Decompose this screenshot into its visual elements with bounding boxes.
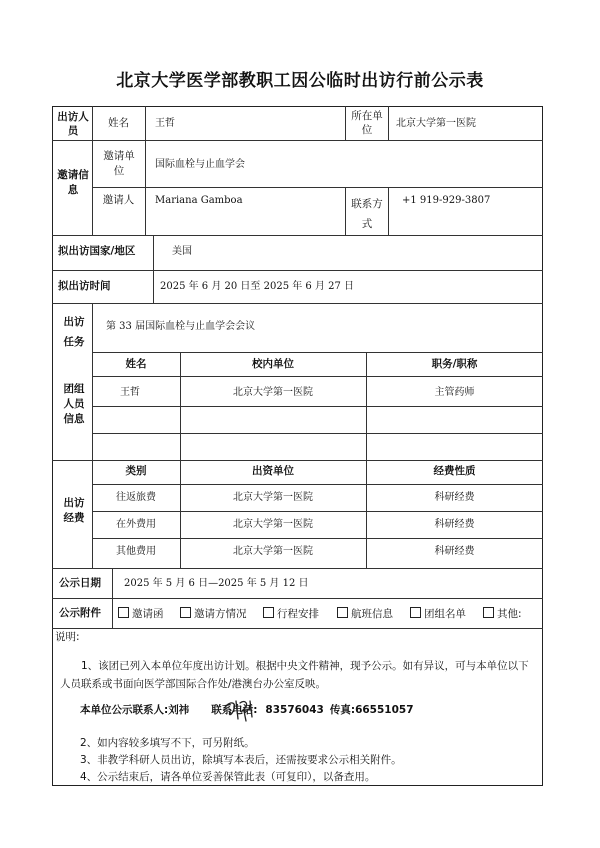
- row-divider: [52, 598, 543, 599]
- group-cell-title: 主管药师: [434, 387, 475, 398]
- checkbox-icon: [410, 607, 421, 618]
- contact-phone-label: 联系电话:: [211, 704, 258, 716]
- contact: +1 919-929-3807: [402, 195, 491, 206]
- invitation-section-label: 邀请信息: [57, 169, 89, 196]
- funding-cell-category: 在外费用: [116, 519, 156, 530]
- funding-cell-category: 往返旅费: [116, 492, 156, 503]
- row-divider: [92, 484, 543, 485]
- document-title: 北京大学医学部教职工因公临时出访行前公示表: [116, 71, 484, 91]
- handwritten-signature: [224, 697, 258, 723]
- funding-section-label: 出访经费: [63, 497, 85, 524]
- row-divider: [92, 538, 543, 539]
- col-divider: [145, 106, 146, 235]
- row-divider: [52, 235, 543, 236]
- attachments-label: 公示附件: [59, 607, 101, 619]
- group-cell-unit: 北京大学第一医院: [233, 387, 313, 398]
- group-cell-name: 王哲: [120, 387, 140, 398]
- funding-cell-payer: 北京大学第一医院: [233, 492, 313, 503]
- row-divider: [52, 270, 543, 271]
- col-divider: [180, 352, 181, 568]
- col-divider: [366, 352, 367, 568]
- row-divider: [92, 433, 543, 434]
- inviter-label: 邀请人: [102, 194, 135, 206]
- group-header-name: 姓名: [125, 358, 147, 370]
- row-divider: [92, 352, 543, 353]
- note-item-1: 1、该团已列入本单位年度出访计划。根据中央文件精神，现予公示。如有异议，可与本单位以下人员联系或书面向医学部国际合作处/港澳台办公室反映。: [60, 660, 529, 690]
- funding-cell-nature: 科研经费: [434, 519, 475, 530]
- group-header-title: 职务/职称: [431, 358, 478, 370]
- attachment-group-list[interactable]: 团组名单: [410, 607, 466, 621]
- funding-cell-category: 其他费用: [116, 546, 156, 557]
- contact-phone: 83576043: [265, 704, 324, 716]
- group-header-unit: 校内单位: [252, 358, 294, 370]
- visitor-name: 王哲: [155, 118, 175, 129]
- checkbox-icon: [483, 607, 494, 618]
- col-divider: [345, 187, 346, 235]
- row-divider: [92, 406, 543, 407]
- row-divider: [52, 460, 543, 461]
- checkbox-icon: [180, 607, 191, 618]
- inviter: Mariana Gamboa: [155, 195, 243, 206]
- inviting-unit: 国际血栓与止血学会: [155, 159, 245, 170]
- row-divider: [92, 376, 543, 377]
- group-section-label: 团组人员信息: [63, 383, 85, 425]
- col-divider: [388, 106, 389, 140]
- funding-cell-nature: 科研经费: [434, 492, 475, 503]
- funding-header-payer: 出资单位: [252, 465, 294, 477]
- note-item-3: 3、非教学科研人员出访，除填写本表后，还需按要求公示相关附件。: [80, 754, 402, 766]
- checkbox-icon: [337, 607, 348, 618]
- contact-fax: 66551057: [355, 704, 414, 716]
- attachment-flight-info[interactable]: 航班信息: [337, 607, 393, 621]
- note-item-4: 4、公示结束后，请各单位妥善保管此表（可复印），以备查用。: [80, 771, 376, 783]
- time-label: 拟出访时间: [58, 280, 111, 292]
- row-divider: [92, 187, 543, 188]
- funding-cell-nature: 科研经费: [434, 546, 475, 557]
- col-divider: [112, 568, 113, 628]
- contact-label: 联系方式: [351, 198, 383, 230]
- task-label: 出访任务: [63, 316, 85, 348]
- funding-cell-payer: 北京大学第一医院: [233, 546, 313, 557]
- attachment-other[interactable]: 其他:: [483, 607, 522, 621]
- funding-header-nature: 经费性质: [433, 465, 476, 477]
- attachment-inviter-info[interactable]: 邀请方情况: [180, 607, 247, 621]
- funding-header-category: 类别: [125, 465, 147, 477]
- funding-cell-payer: 北京大学第一医院: [233, 519, 313, 530]
- col-divider: [345, 106, 346, 140]
- country-value: 美国: [172, 246, 192, 257]
- notice-date-label: 公示日期: [59, 577, 101, 589]
- name-label: 姓名: [108, 117, 129, 129]
- note-item-2: 2、如内容较多填写不下，可另附纸。: [80, 737, 255, 749]
- col-divider: [388, 187, 389, 235]
- country-label: 拟出访国家/地区: [58, 245, 136, 257]
- row-divider: [92, 511, 543, 512]
- checkbox-icon: [263, 607, 274, 618]
- checkbox-icon: [118, 607, 129, 618]
- visitor-section-label: 出访人员: [57, 111, 89, 137]
- attachment-itinerary[interactable]: 行程安排: [263, 607, 319, 621]
- row-divider: [52, 140, 543, 141]
- col-divider: [153, 235, 154, 303]
- row-divider: [52, 303, 543, 304]
- time-value: 2025 年 6 月 20 日至 2025 年 6 月 27 日: [160, 281, 355, 292]
- contact-person-label: 本单位公示联系人:: [80, 704, 169, 716]
- task-value: 第 33 届国际血栓与止血学会会议: [106, 321, 256, 332]
- contact-fax-label: 传真:: [329, 704, 356, 716]
- inviting-unit-label: 邀请单位: [103, 150, 135, 177]
- attachment-invitation-letter[interactable]: 邀请函: [118, 607, 164, 621]
- unit-label: 所在单位: [351, 110, 383, 136]
- notice-date-value: 2025 年 5 月 6 日—2025 年 5 月 12 日: [124, 578, 309, 589]
- notes-heading: 说明:: [55, 631, 80, 643]
- row-divider: [52, 568, 543, 569]
- visitor-unit: 北京大学第一医院: [396, 118, 476, 129]
- row-divider: [52, 628, 543, 629]
- contact-person: 刘祎: [168, 704, 190, 716]
